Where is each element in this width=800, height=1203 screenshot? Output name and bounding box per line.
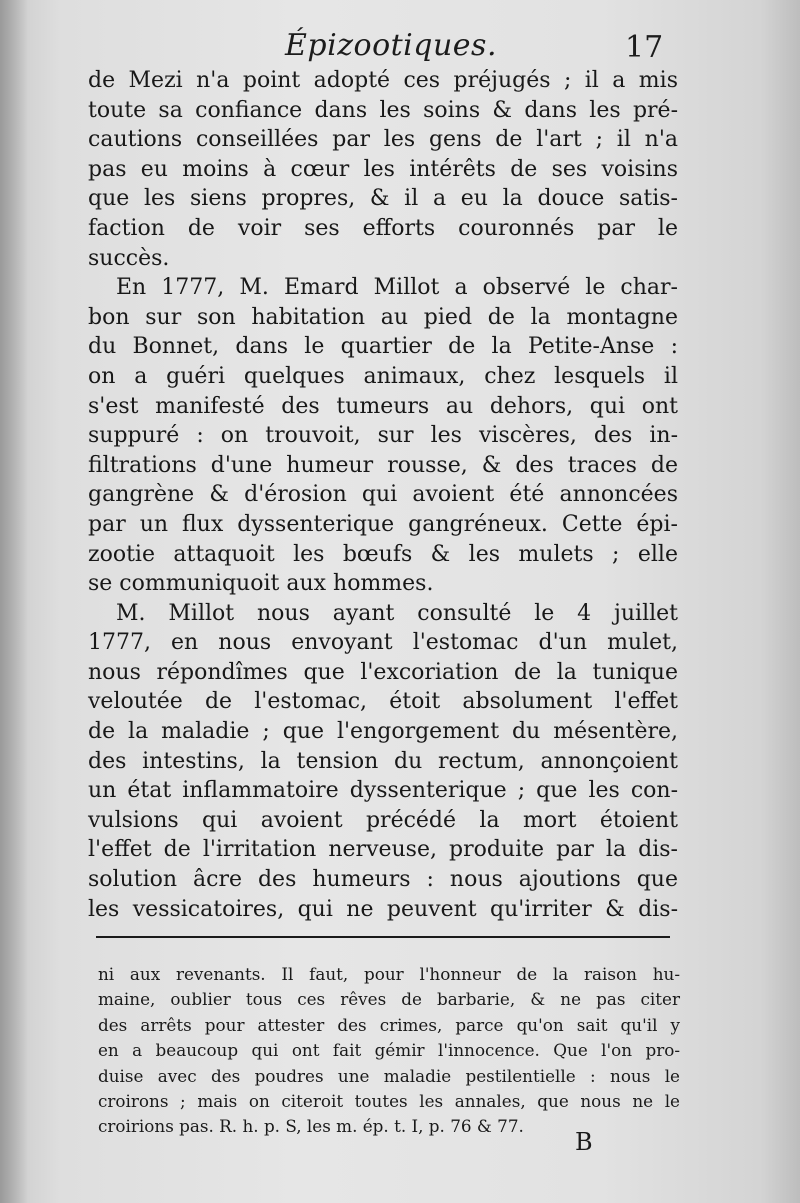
text-line: l'effet de l'irritation nerveuse, produite par la dis- (88, 837, 678, 863)
footnote-line: ni aux revenants. Il faut, pour l'honneur de la raison hu- (98, 964, 680, 984)
text-line: cautions conseillées par les gens de l'art ; il n'a (88, 127, 678, 153)
text-line: zootie attaquoit les bœufs & les mulets ; elle (88, 541, 678, 567)
footnote (98, 962, 680, 1140)
page-number: 17 (625, 30, 664, 65)
text-line: par un flux dyssenterique gangréneux. Cette épi- (88, 511, 678, 537)
text-line: nous répondîmes que l'excoriation de la tunique (88, 659, 678, 685)
text-line: pas eu moins à cœur les intérêts de ses voisins (88, 156, 678, 182)
text-line: de Mezi n'a point adopté ces préjugés ; il a mis (88, 68, 678, 93)
footnote-line: duise avec des poudres une maladie pestilentielle : nous le (98, 1065, 680, 1086)
main-text (88, 66, 678, 924)
text-line: du Bonnet, dans le quartier de la Petite-Anse : (88, 334, 678, 360)
running-title: Épizootiques. (285, 28, 497, 63)
text-line: s'est manifesté des tumeurs au dehors, qui ont (88, 393, 678, 419)
text-line: 1777, en nous envoyant l'estomac d'un mulet, (88, 630, 678, 656)
text-line: un état inflammatoire dyssenterique ; que les con- (88, 778, 678, 804)
text-line: suppuré : on trouvoit, sur les viscères, des in- (88, 423, 678, 449)
text-line: on a guéri quelques animaux, chez lesquels il (88, 363, 678, 389)
text-line: gangrène & d'érosion qui avoient été annoncées (88, 482, 678, 508)
text-line: filtrations d'une humeur rousse, & des traces de (88, 452, 678, 478)
footnote-line: croirions pas. R. h. p. S, les m. ép. t. I, p. 76 & 77. (98, 1116, 524, 1137)
text-line: des intestins, la tension du rectum, annonçoient (88, 748, 678, 774)
text-line: succès. (88, 245, 170, 271)
text-line: En 1777, M. Emard Millot a observé le char- (116, 275, 678, 301)
text-line: vulsions qui avoient précédé la mort étoient (88, 807, 678, 833)
text-line: toute sa confiance dans les soins & dans les pré- (88, 97, 678, 123)
text-line: de la maladie ; que l'engorgement du mésentère, (88, 719, 678, 745)
footnote-line: maine, oublier tous ces rêves de barbarie, & ne pas citer (98, 989, 680, 1010)
text-line: bon sur son habitation au pied de la montagne (88, 304, 678, 330)
text-line: M. Millot nous ayant consulté le 4 juillet (116, 600, 678, 626)
footnote-line: croirons ; mais on citeroit toutes les annales, que nous ne le (98, 1091, 680, 1112)
text-line: se communiquoit aux hommes. (88, 571, 434, 597)
text-line: faction de voir ses efforts couronnés par le (88, 215, 678, 241)
text-line: veloutée de l'estomac, étoit absolument l'effet (88, 689, 678, 715)
footnote-line: des arrêts pour attester des crimes, parce qu'on sait qu'il y (98, 1014, 680, 1035)
text-line: que les siens propres, & il a eu la douce satis- (88, 186, 678, 212)
text-line: les vessicatoires, qui ne peuvent qu'irriter & dis- (88, 896, 678, 922)
footnote-separator-rule (96, 936, 670, 938)
signature-mark: B (575, 1128, 593, 1156)
footnote-line: en a beaucoup qui ont fait gémir l'innocence. Que l'on pro- (98, 1040, 680, 1061)
text-line: solution âcre des humeurs : nous ajoutions que (88, 867, 678, 893)
